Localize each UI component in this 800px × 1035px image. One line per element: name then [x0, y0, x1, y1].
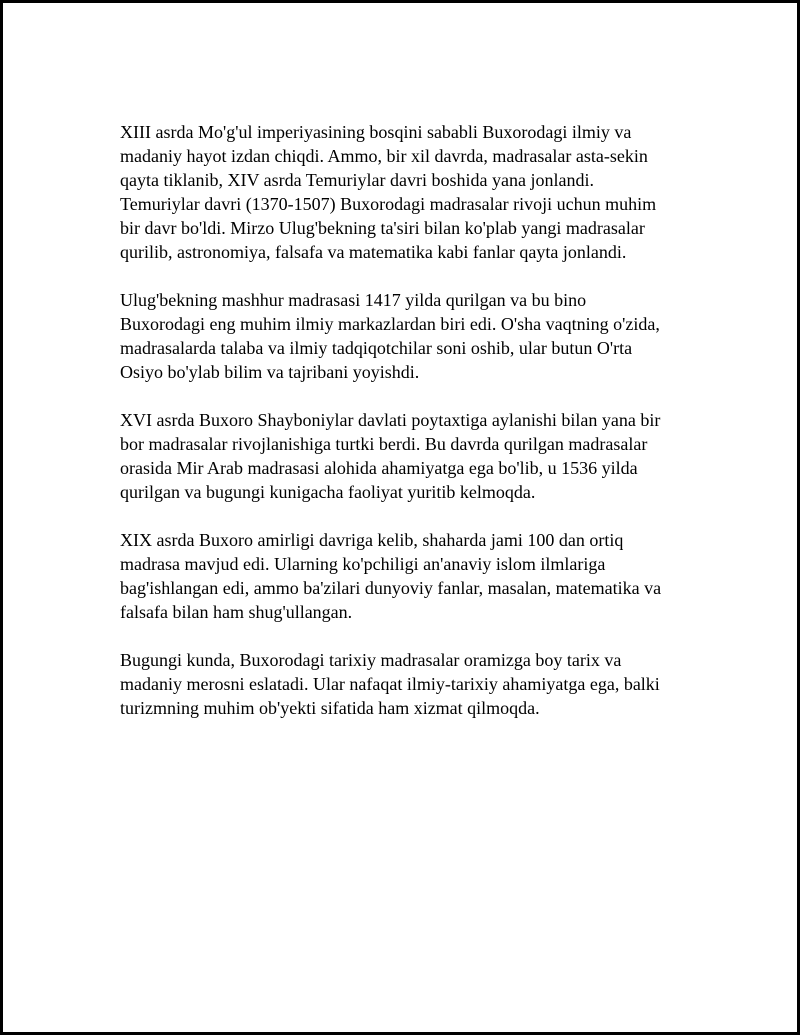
text-line: qurilgan va bugungi kunigacha faoliyat yuritib kelmoqda. — [120, 482, 536, 502]
text-line: madrasa mavjud edi. Ularning ko'pchiligi an'anaviy islom ilmlariga — [120, 554, 606, 574]
paragraph-4 — [120, 528, 690, 624]
text-line: madaniy merosni eslatadi. Ular nafaqat ilmiy-tarixiy ahamiyatga ega, balki — [120, 674, 660, 694]
text-line: qayta tiklanib, XIV asrda Temuriylar davri boshida yana jonlandi. — [120, 170, 594, 190]
paragraph-3 — [120, 408, 690, 504]
text-line: XIX asrda Buxoro amirligi davriga kelib, shaharda jami 100 dan ortiq — [120, 530, 624, 550]
paragraph-1 — [120, 120, 690, 264]
text-line: XIII asrda Mo'g'ul imperiyasining bosqini sababli Buxorodagi ilmiy va — [120, 122, 632, 142]
text-line: bag'ishlangan edi, ammo ba'zilari dunyoviy fanlar, masalan, matematika va — [120, 578, 662, 598]
text-line: Temuriylar davri (1370-1507) Buxorodagi madrasalar rivoji uchun muhim — [120, 194, 657, 214]
text-line: qurilib, astronomiya, falsafa va matematika kabi fanlar qayta jonlandi. — [120, 242, 627, 262]
text-line: madaniy hayot izdan chiqdi. Ammo, bir xil davrda, madrasalar asta-sekin — [120, 146, 648, 166]
text-line: Bugungi kunda, Buxorodagi tarixiy madrasalar oramizga boy tarix va — [120, 650, 622, 670]
text-line: XVI asrda Buxoro Shayboniylar davlati poytaxtiga aylanishi bilan yana bir — [120, 410, 661, 430]
document-body — [120, 120, 690, 744]
paragraph-5 — [120, 648, 690, 720]
text-line: bor madrasalar rivojlanishiga turtki berdi. Bu davrda qurilgan madrasalar — [120, 434, 648, 454]
paragraph-2 — [120, 288, 690, 384]
text-line: orasida Mir Arab madrasasi alohida ahamiyatga ega bo'lib, u 1536 yilda — [120, 458, 638, 478]
text-line: falsafa bilan ham shug'ullangan. — [120, 602, 353, 622]
text-line: madrasalarda talaba va ilmiy tadqiqotchilar soni oshib, ular butun O'rta — [120, 338, 633, 358]
text-line: Buxorodagi eng muhim ilmiy markazlardan biri edi. O'sha vaqtning o'zida, — [120, 314, 660, 334]
text-line: Ulug'bekning mashhur madrasasi 1417 yilda qurilgan va bu bino — [120, 290, 587, 310]
text-line: bir davr bo'ldi. Mirzo Ulug'bekning ta'siri bilan ko'plab yangi madrasalar — [120, 218, 645, 238]
text-line: Osiyo bo'ylab bilim va tajribani yoyishdi. — [120, 362, 420, 382]
text-line: turizmning muhim ob'yekti sifatida ham xizmat qilmoqda. — [120, 698, 540, 718]
